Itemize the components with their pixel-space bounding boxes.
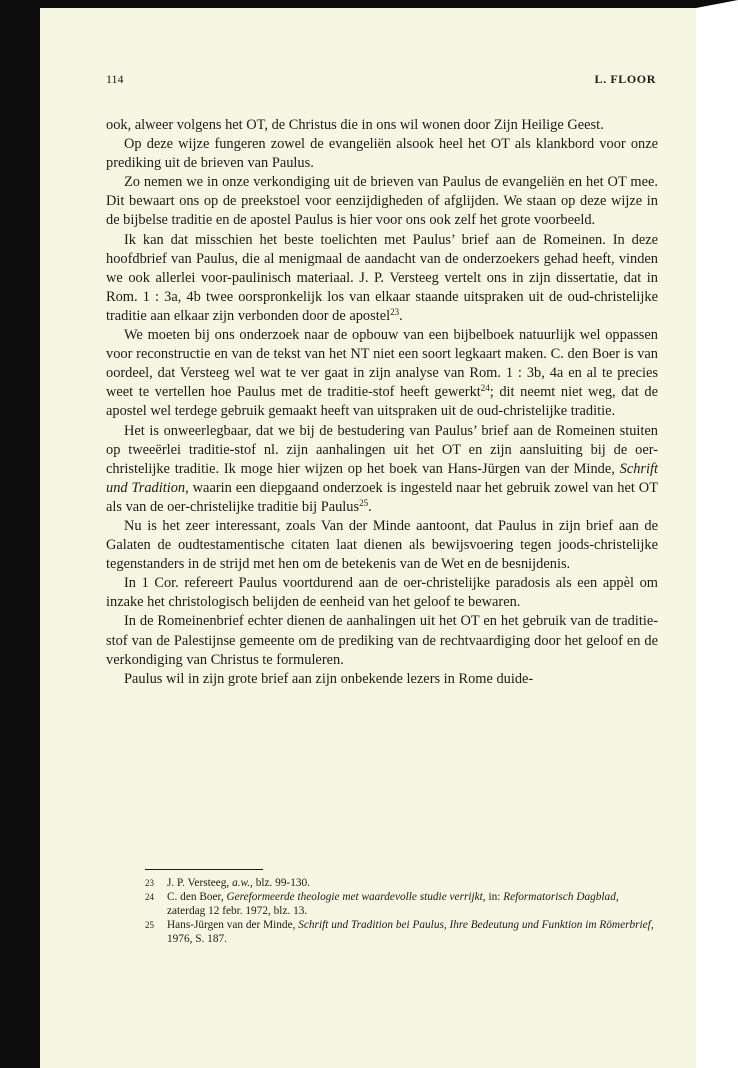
paragraph — [106, 231, 658, 326]
footnote-text — [167, 891, 619, 917]
text-run: Paulus wil in zijn grote brief aan zijn onbekende lezers in Rome duide- — [124, 670, 534, 687]
footnote-reference: 23 — [390, 306, 400, 317]
body-text — [106, 116, 658, 689]
italic-text: Reformatorisch Dagblad, — [503, 891, 619, 903]
footnote-text — [167, 919, 654, 945]
text-run: . — [368, 498, 372, 515]
text-run: ook, alweer volgens het OT, de Christus die in ons wil wonen door Zijn Heilige Geest. — [106, 117, 604, 133]
footnote — [145, 890, 657, 918]
text-run: in: — [485, 891, 504, 903]
text-run: Ik kan dat misschien het beste toelichten met Paulus’ brief aan de Romeinen. In deze hoofdbrief van Paulus, die al menigmaal de aandacht van de onderzoekers gehad heeft, vinden we ook allerlei voor-paulinisch materiaal. J. P. Versteeg vertelt ons in zijn dissertatie, dat in Rom. 1 : 3a, 4b twee oorspronkelijk los van elkaar staande uitspraken uit de oud-christelijke traditie aan elkaar zijn verbonden door de apostel — [106, 231, 658, 324]
text-run: C. den Boer, — [167, 891, 227, 903]
footnotes — [145, 876, 657, 946]
italic-text: Gereformeerde theologie met waardevolle studie verrijkt, — [226, 891, 486, 903]
text-run: ; dit neemt niet weg, dat de apostel wel terdege gebruik gemaakt heeft van uitspraken uit de oud-christelijke traditie. — [106, 384, 658, 420]
paragraph — [106, 574, 658, 612]
footnote-reference: 25 — [359, 497, 369, 508]
text-run: We moeten bij ons onderzoek naar de opbouw van een bijbelboek natuurlijk wel oppassen voor reconstructie en van de tekst van het NT niet een soort legkaart maken. C. den Boer is van oordeel, dat Versteeg wel wat te ver gaat in zijn analyse van Rom. 1 : 3b, 4a en al te precies weet te vertellen hoe Paulus met de traditie-stof heeft gewerkt — [106, 327, 658, 401]
footnote — [145, 918, 657, 946]
italic-text: Schrift und Tradition bei Paulus, Ihre Bedeutung und Funktion im Römerbrief, — [298, 919, 654, 931]
page-number: 114 — [106, 72, 124, 86]
paragraph — [106, 135, 658, 173]
text-run: zaterdag 12 febr. 1972, blz. 13. — [167, 905, 308, 917]
text-run: Hans-Jürgen van der Minde, — [167, 919, 299, 931]
text-run: 1976, S. 187. — [167, 933, 227, 945]
text-run: In 1 Cor. refereert Paulus voortdurend aan de oer-christelijke paradosis als een appèl om inzake het christologisch belijden de eenheid van het geloof te bewaren. — [106, 575, 658, 611]
footnote-rule — [145, 869, 263, 870]
text-run: . — [399, 307, 403, 324]
footnote — [145, 876, 657, 890]
text-run: Nu is het zeer interessant, zoals Van der Minde aantoont, dat Paulus in zijn brief aan de Galaten de oudtestamentische citaten laat dienen als bewijsvoering tegen joods-christelijke tegenstanders in de strijd met hen om de betekenis van de Wet en de besnijdenis. — [106, 517, 658, 573]
paragraph — [106, 517, 658, 574]
page-header — [106, 72, 656, 90]
footnote-number: 23 — [145, 878, 154, 888]
text-run: waarin een diepgaand onderzoek is ingesteld naar het gebruik zowel van het OT als van de oer-christelijke traditie bij Paulus — [106, 479, 658, 515]
paragraph — [106, 116, 658, 135]
footnote-number: 25 — [145, 920, 154, 930]
footnote-text — [167, 877, 310, 889]
paragraph — [106, 670, 658, 689]
text-run: blz. 99-130. — [252, 877, 310, 889]
text-run: Het is onweerlegbaar, dat we bij de bestudering van Paulus’ brief aan de Romeinen stuiten op tweeërlei traditie-stof nl. zijn aanhalingen uit het OT en zijn aansluiting bij de oer-christelijke traditie. Ik moge hier wijzen op het boek van Hans-Jürgen van der Minde, — [106, 422, 658, 477]
italic-text: Schrift und Tradition, — [106, 460, 658, 496]
paragraph — [106, 326, 658, 421]
paragraph — [106, 612, 658, 669]
paragraph — [106, 173, 658, 230]
paragraph — [106, 422, 658, 517]
text-run: J. P. Versteeg, — [167, 877, 233, 889]
italic-text: a.w., — [232, 877, 253, 889]
footnote-reference: 24 — [480, 383, 490, 394]
text-run: Zo nemen we in onze verkondiging uit de brieven van Paulus de evangeliën en het OT mee. Dit bewaart ons op de preekstoel voor eenzijdigheden of afglijden. We staan op deze wijze in de bijbelse traditie en de apostel Paulus is hier voor ons ook zelf het grote voorbeeld. — [106, 174, 658, 229]
running-head: L. FLOOR — [594, 72, 656, 86]
footnote-number: 24 — [145, 892, 154, 902]
text-run: Op deze wijze fungeren zowel de evangeliën alsook heel het OT als klankbord voor onze prediking uit de brieven van Paulus. — [106, 136, 658, 172]
text-run: In de Romeinenbrief echter dienen de aanhalingen uit het OT en het gebruik van de traditie-stof van de Palestijnse gemeente om de prediking van de rechtvaardiging door het geloof en de verkondiging van Christus te formuleren. — [106, 613, 658, 668]
